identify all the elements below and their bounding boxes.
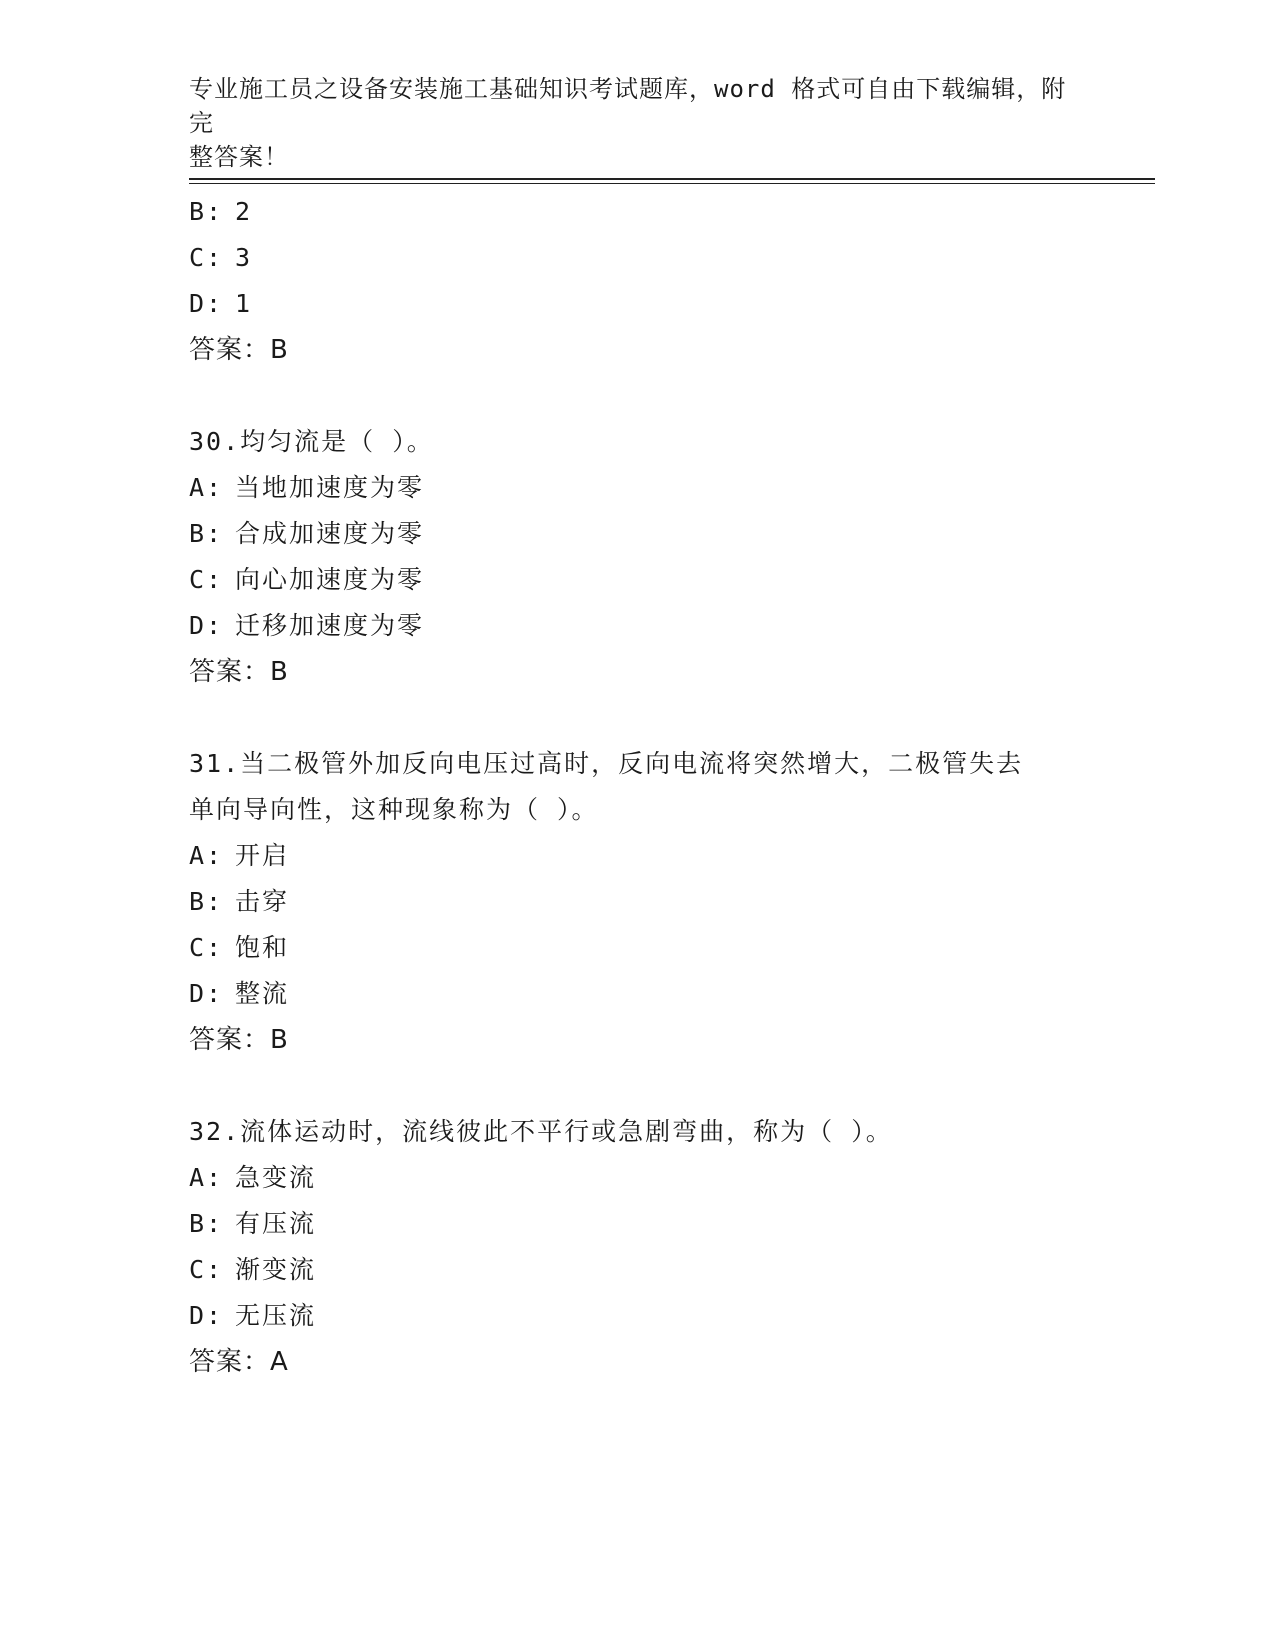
option-text: 有压流 (235, 1209, 317, 1238)
option-b (189, 1201, 1089, 1247)
option-a (189, 1155, 1089, 1201)
option-key: A: (189, 1163, 224, 1192)
option-d (189, 603, 1089, 649)
header-divider-thin (189, 183, 1155, 184)
question-list (189, 189, 1089, 1385)
option-key: B: (189, 887, 224, 916)
answer-line: 答案：B (189, 335, 289, 365)
header-line-2: 整答案！ (189, 143, 289, 171)
option-text: 无压流 (235, 1301, 317, 1330)
option-text: 3 (235, 243, 253, 272)
question-block-30 (189, 419, 1089, 695)
option-d (189, 971, 1089, 1017)
question-stem-continued: 单向导向性，这种现象称为（ ）。 (189, 795, 599, 824)
answer-line: 答案：A (189, 1347, 289, 1377)
option-key: A: (189, 841, 224, 870)
option-text: 急变流 (235, 1163, 317, 1192)
option-c (189, 557, 1089, 603)
header-divider-thick (189, 178, 1155, 180)
option-key: C: (189, 243, 224, 272)
option-text: 2 (235, 197, 253, 226)
question-block-29 (189, 189, 1089, 373)
question-block-31 (189, 741, 1089, 1063)
option-text: 向心加速度为零 (235, 565, 425, 594)
option-text: 开启 (235, 841, 290, 870)
option-b (189, 879, 1089, 925)
option-text: 当地加速度为零 (235, 473, 425, 502)
option-key: A: (189, 473, 224, 502)
answer-line: 答案：B (189, 1025, 289, 1055)
document-header (189, 72, 1069, 174)
spacer (189, 373, 1089, 419)
option-text: 合成加速度为零 (235, 519, 425, 548)
option-key: D: (189, 979, 224, 1008)
option-key: B: (189, 197, 224, 226)
spacer (189, 1063, 1089, 1109)
option-c (189, 925, 1089, 971)
option-a (189, 465, 1089, 511)
option-c (189, 235, 1089, 281)
option-key: D: (189, 289, 224, 318)
option-text: 饱和 (235, 933, 290, 962)
option-key: D: (189, 611, 224, 640)
option-text: 渐变流 (235, 1255, 317, 1284)
question-block-32 (189, 1109, 1089, 1385)
question-stem: 31.当二极管外加反向电压过高时，反向电流将突然增大，二极管失去 (189, 749, 1024, 778)
option-key: C: (189, 565, 224, 594)
header-line-1: 专业施工员之设备安装施工基础知识考试题库，word 格式可自由下载编辑，附完 (189, 75, 1067, 137)
option-text: 击穿 (235, 887, 290, 916)
option-text: 1 (235, 289, 253, 318)
option-b (189, 511, 1089, 557)
option-key: C: (189, 1255, 224, 1284)
option-d (189, 281, 1089, 327)
question-stem: 30.均匀流是（ ）。 (189, 427, 434, 456)
option-b (189, 189, 1089, 235)
option-key: C: (189, 933, 224, 962)
spacer (189, 695, 1089, 741)
option-key: B: (189, 519, 224, 548)
option-text: 整流 (235, 979, 290, 1008)
question-stem: 32.流体运动时，流线彼此不平行或急剧弯曲，称为（ ）。 (189, 1117, 893, 1146)
option-d (189, 1293, 1089, 1339)
option-c (189, 1247, 1089, 1293)
option-key: B: (189, 1209, 224, 1238)
answer-line: 答案：B (189, 657, 289, 687)
option-text: 迁移加速度为零 (235, 611, 425, 640)
option-a (189, 833, 1089, 879)
option-key: D: (189, 1301, 224, 1330)
